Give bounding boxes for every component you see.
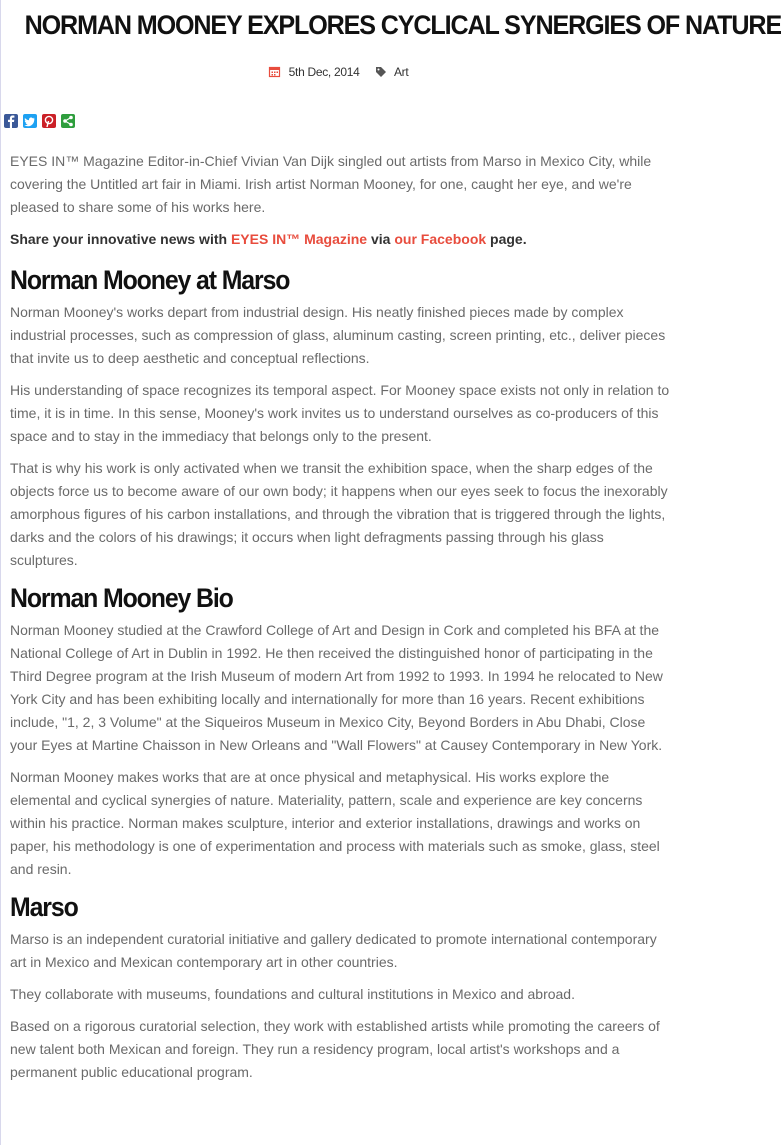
section-paragraph: Marso is an independent curatorial initiative and gallery dedicated to promote international contemporary art in Mexico and Mexican contemporary art in other countries. — [10, 931, 657, 970]
share-bar — [4, 114, 80, 128]
share-cta: Share your innovative news with EYES IN™ Magazine via our Facebook page. — [10, 231, 527, 247]
twitter-icon[interactable] — [23, 114, 37, 128]
tag-icon — [376, 65, 386, 81]
section-paragraph: Norman Mooney makes works that are at once physical and metaphysical. His works explore the elemental and cyclical synergies of nature. Materiality, pattern, scale and experience are key concerns within his practice. Norman makes sculpture, interior and exterior installations, drawings and works on paper, his methodology is one of experimentation and process with materials such as smoke, glass, steel and resin. — [10, 769, 660, 877]
share-icon[interactable] — [61, 114, 75, 128]
article-body — [10, 150, 670, 1093]
magazine-link[interactable]: EYES IN™ Magazine — [230, 231, 368, 247]
facebook-icon[interactable] — [4, 114, 18, 128]
section-paragraph: Based on a rigorous curatorial selection, they work with established artists while promoting the careers of new talent both Mexican and foreign. They run a residency program, local artist's workshops and a permanent public educational program. — [10, 1018, 660, 1080]
calendar-icon — [269, 65, 280, 81]
section-paragraph: That is why his work is only activated when we transit the exhibition space, when the sharp edges of the objects force us to become aware of our own body; it happens when our eyes seek to focus the inexorably amorphous figures of his carbon installations, and through the vibration that is triggered through the lights, darks and the colors of his drawings; it occurs when light defragments passing through his glass sculptures. — [10, 460, 668, 568]
section-paragraph: Norman Mooney's works depart from industrial design. His neatly finished pieces made by complex industrial processes, such as compression of glass, aluminum casting, screen printing, etc., deliver pieces that invite us to deep aesthetic and conceptual reflections. — [10, 304, 666, 366]
section-heading: Marso — [10, 892, 78, 922]
section-heading: Norman Mooney Bio — [10, 583, 233, 613]
section-paragraph: His understanding of space recognizes its temporal aspect. For Mooney space exists not only in relation to time, it is in time. In this sense, Mooney's work invites us to understand ourselves as co-producers of this space and to stay in the immediacy that belongs only to the present. — [10, 382, 670, 444]
section-heading: Norman Mooney at Marso — [10, 265, 290, 295]
article-meta — [1, 64, 676, 80]
facebook-link[interactable]: our Facebook — [394, 231, 487, 247]
pinterest-icon[interactable] — [42, 114, 56, 128]
section-paragraph: They collaborate with museums, foundations and cultural institutions in Mexico and abroad. — [10, 986, 575, 1002]
article-category[interactable]: Art — [393, 65, 409, 79]
article-date: 5th Dec, 2014 — [288, 65, 360, 79]
section-paragraph: Norman Mooney studied at the Crawford College of Art and Design in Cork and completed his BFA at the National College of Art in Dublin in 1992. He then received the distinguished honor of participating in the Third Degree program at the Irish Museum of modern Art from 1992 to 1993. In 1994 he relocated to New York City and has been exhibiting locally and internationally for more than 16 years. Recent exhibitions include, "1, 2, 3 Volume" at the Siqueiros Museum in Mexico City, Beyond Borders in Abu Dhabi, Close your Eyes at Martine Chaisson in New Orleans and "Wall Flowers" at Causey Contemporary in New York. — [10, 622, 663, 753]
intro-paragraph: EYES IN™ Magazine Editor-in-Chief Vivian Van Dijk singled out artists from Marso in Mexico City, while covering the Untitled art fair in Miami. Irish artist Norman Mooney, for one, caught her eye, and we're pleased to share some of his works here. — [10, 153, 652, 215]
article-title: NORMAN MOONEY EXPLORES CYCLICAL SYNERGIES OF NATURE — [24, 10, 781, 40]
